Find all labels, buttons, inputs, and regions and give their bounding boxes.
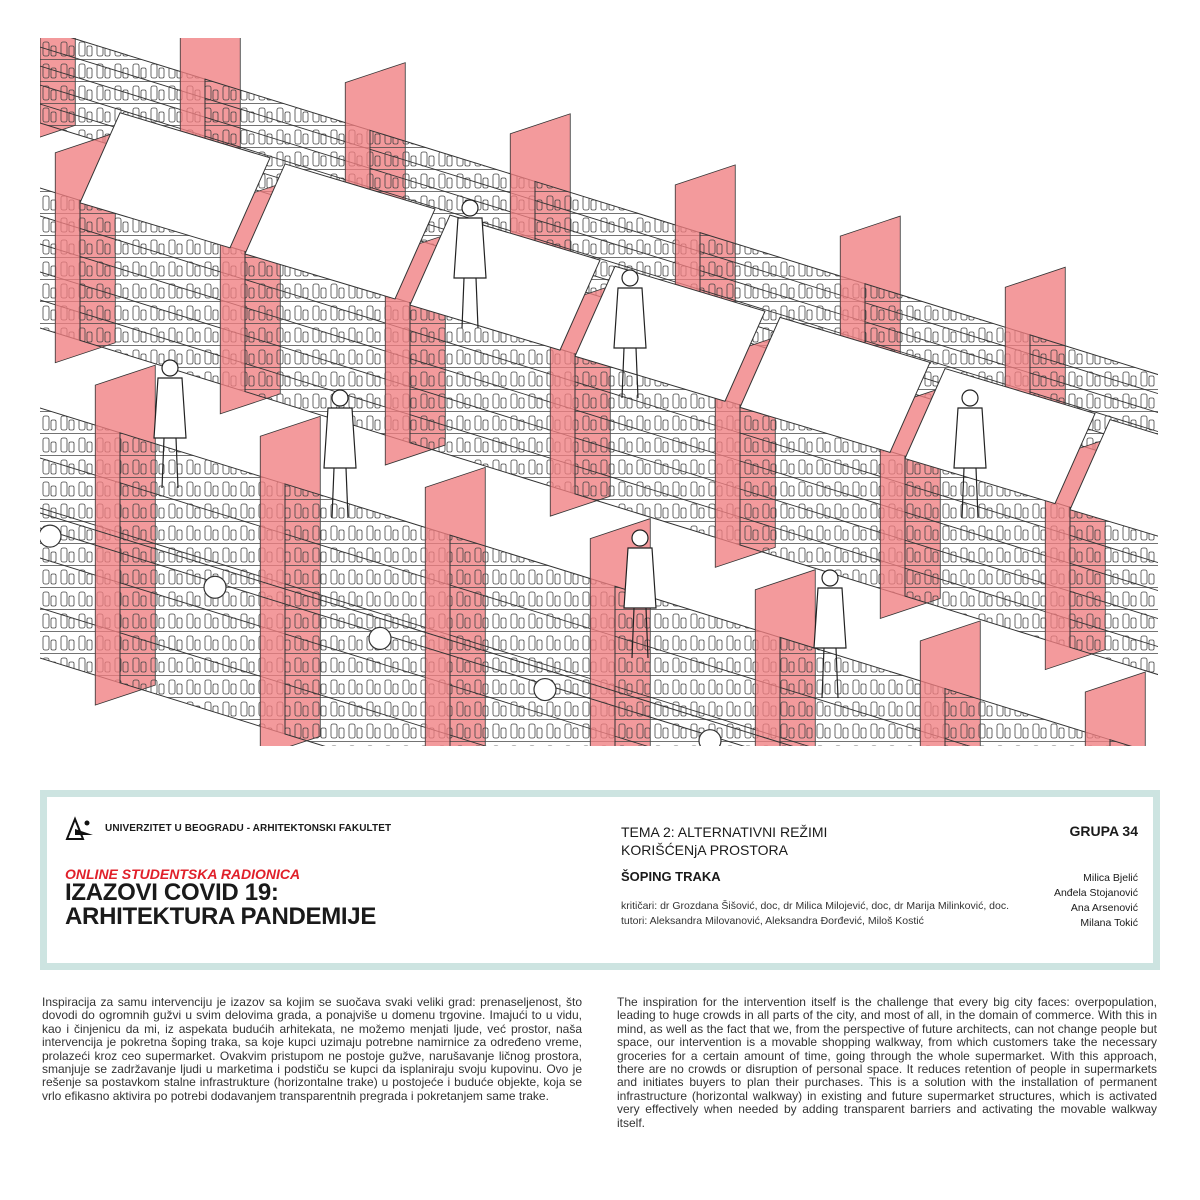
walkway-roller — [534, 679, 556, 701]
author: Milica Bjelić — [1083, 872, 1138, 884]
walkway-roller — [40, 525, 61, 547]
shopper-body — [324, 408, 356, 468]
shopper-body — [624, 548, 656, 608]
shopper-body — [154, 378, 186, 438]
theme-line1: TEMA 2: ALTERNATIVNI REŽIMI — [621, 824, 828, 840]
info-panel — [40, 790, 1160, 970]
shopper-head — [332, 390, 348, 406]
authors — [1054, 871, 1138, 931]
project-title: ŠOPING TRAKA — [621, 869, 721, 884]
transparent-barrier — [1085, 672, 1145, 746]
supermarket-axonometric-illustration — [40, 38, 1158, 746]
critics: kritičari: dr Grozdana Šišović, doc, dr Milica Milojević, doc, dr Marija Milinković, doc. — [621, 900, 1010, 912]
group-label: GRUPA 34 — [1069, 823, 1138, 839]
credits — [621, 899, 1009, 929]
faculty-logo-icon — [65, 815, 95, 841]
walkway-roller — [204, 576, 226, 598]
shopper-head — [622, 270, 638, 286]
shopper-body — [614, 288, 646, 348]
author: Anđela Stojanović — [1053, 887, 1138, 899]
author: Milana Tokić — [1080, 917, 1138, 929]
shelf-unit — [1070, 507, 1158, 698]
tutors: tutori: Aleksandra Milovanović, Aleksandra Đorđević, Miloš Kostić — [621, 915, 924, 927]
illustration-geometry — [40, 38, 1158, 746]
description-english: The inspiration for the intervention itself is the challenge that every big city faces: overpopulation, leading to huge crowds in all parts of the city, and most of all, in the domain of commerce. With this in mind, as well as the fact that we, from the perspective of future architects, can not change people but space, our intervention is a movable shopping walkway, from which customers take the necessary groceries for a certain amount of time, going through the whole supermarket. With this approach, there are no crowds or disruption of personal space. It reduces retention of people in supermarkets and initiates buyers to plan their purchases. This is a solution with the installation of permanent infrastructure (horizontal walkway) in existing and future supermarket structures, which is activated very effectively when needed by adding transparent barriers and activating the movable walkway itself. — [617, 995, 1157, 1130]
university-logo-row — [65, 815, 391, 841]
workshop-subtitle: ONLINE STUDENTSKA RADIONICA — [65, 866, 301, 882]
shopper-head — [962, 390, 978, 406]
shopper-head — [632, 530, 648, 546]
shopper-head — [462, 200, 478, 216]
university-name: UNIVERZITET U BEOGRADU - ARHITEKTONSKI FAKULTET — [105, 822, 392, 834]
author: Ana Arsenović — [1070, 902, 1138, 914]
workshop-title-line1: IZAZOVI COVID 19: — [65, 879, 279, 906]
theme — [621, 823, 881, 859]
theme-line2: KORIŠĆENjA PROSTORA — [621, 842, 789, 858]
walkway-roller — [699, 730, 721, 746]
workshop-title-line2: ARHITEKTURA PANDEMIJE — [65, 903, 377, 930]
shopper-body — [954, 408, 986, 468]
shopper-head — [162, 360, 178, 376]
description-serbian: Inspiracija za samu intervenciju je izazov sa kojim se suočava svaki veliki grad: prenaseljenost, što dovodi do ogromnih gužvi u svim delovima grada, a ponajviše u domenu trgovine. Imajući to u vidu, kao i činjenicu da mi, iz aspekata budućih arhitekata, ne možemo menjati ljude, već prostor, naša intervencija je pokretna šoping traka, sa koje kupci uzimaju potrebne namirnice za određeno vreme, prolazeći kroz ceo supermarket. Ovakvim pristupom ne postoje gužve, narušavanje ličnog prostora, smanjuje se zadržavanje ljudi u marketima i podstiču se kupci da isplaniraju svoju kupovinu. Ovo je rešenje sa postavkom stalne infrastrukture (horizontalne trake) u postojeće i buduće objekte, koja se vrlo efikasno aktivira po potrebi dodavanjem transparentnih pregrada i pokretanjem same trake. — [42, 995, 582, 1103]
walkway-roller — [369, 627, 391, 649]
workshop-block — [65, 867, 376, 929]
shopper-body — [454, 218, 486, 278]
shopper-head — [822, 570, 838, 586]
shopper-body — [814, 588, 846, 648]
